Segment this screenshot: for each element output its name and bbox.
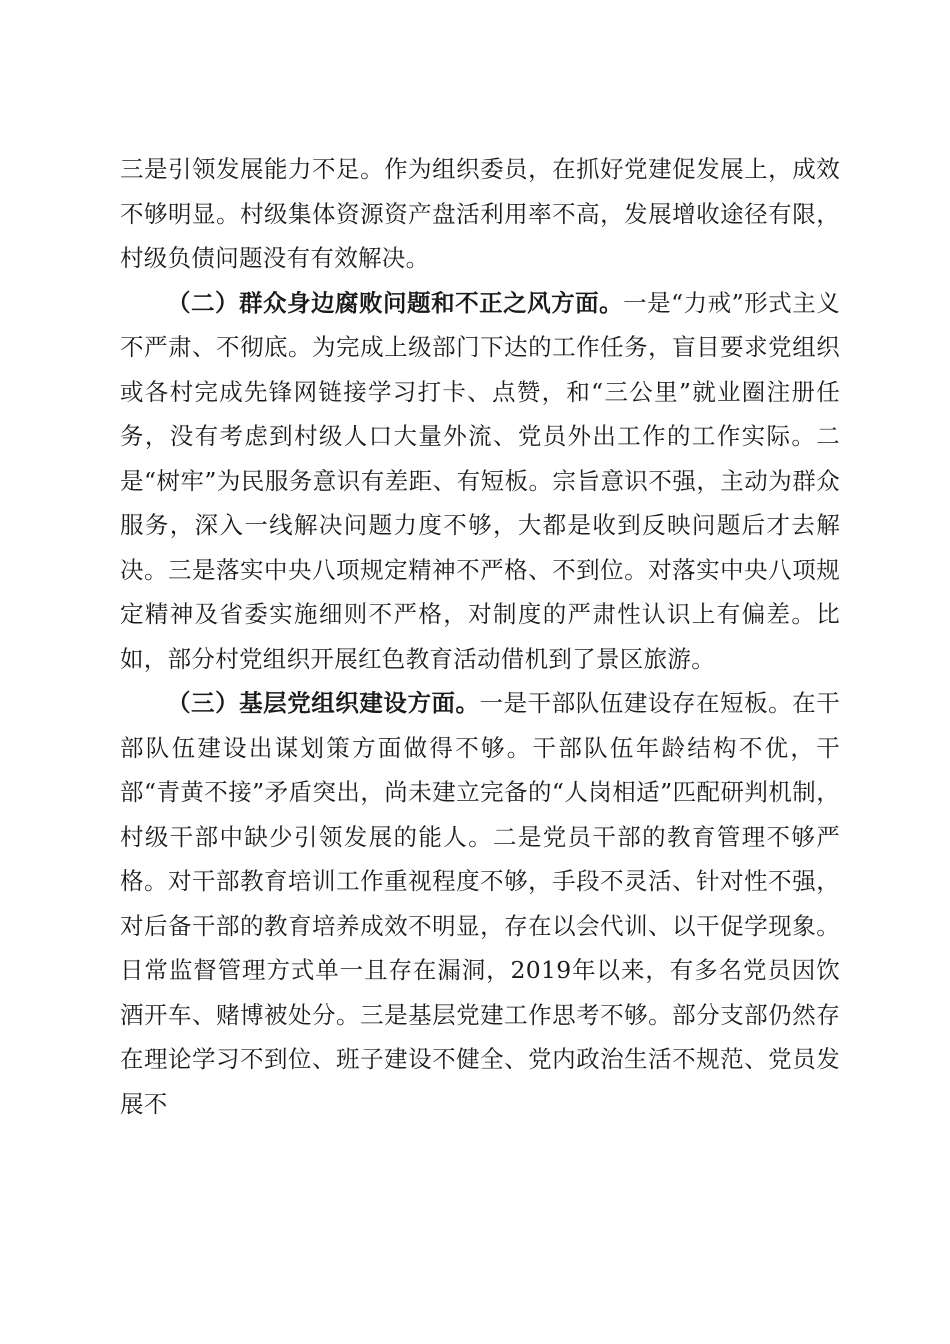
paragraph-text: 三是引领发展能力不足。作为组织委员，在抓好党建促发展上，成效不够明显。村级集体资源资产盘活利用率不高，发展增收途径有限，村级负债问题没有有效解决。 [120,155,840,272]
paragraph-text: 一是“力戒”形式主义不严肃、不彻底。为完成上级部门下达的工作任务，盲目要求党组织或各村完成先锋网链接学习打卡、点赞，和“三公里”就业圈注册任务，没有考虑到村级人口大量外流、党员外出工作的工作实际。二是“树牢”为民服务意识有差距、有短板。宗旨意识不强，主动为群众服务，深入一线解决问题力度不够，大都是收到反映问题后才去解决。三是落实中央八项规定精神不严格、不到位。对落实中央八项规定精神及省委实施细则不严格，对制度的严肃性认识上有偏差。比如，部分村党组织开展红色教育活动借机到了景区旅游。 [120,288,841,673]
section-heading: （二）群众身边腐败问题和不正之风方面。 [167,288,624,317]
paragraph-section-three [120,681,840,1126]
paragraph-leading-capability [120,147,840,281]
paragraph-text: 一是干部队伍建设存在短板。在干部队伍建设出谋划策方面做得不够。干部队伍年龄结构不优，干部“青黄不接”矛盾突出，尚未建立完备的“人岗相适”匹配研判机制，村级干部中缺少引领发展的能人。二是党员干部的教育管理不够严格。对干部教育培训工作重视程度不够，手段不灵活、针对性不强，对后备干部的教育培养成效不明显，存在以会代训、以干促学现象。日常监督管理方式单一且存在漏洞，2019年以来，有多名党员因饮酒开车、赌博被处分。三是基层党建工作思考不够。部分支部仍然存在理论学习不到位、班子建设不健全、党内政治生活不规范、党员发展不 [120,689,840,1118]
document-page [120,147,840,1126]
section-heading: （三）基层党组织建设方面。 [167,689,480,717]
paragraph-section-two [120,281,840,682]
